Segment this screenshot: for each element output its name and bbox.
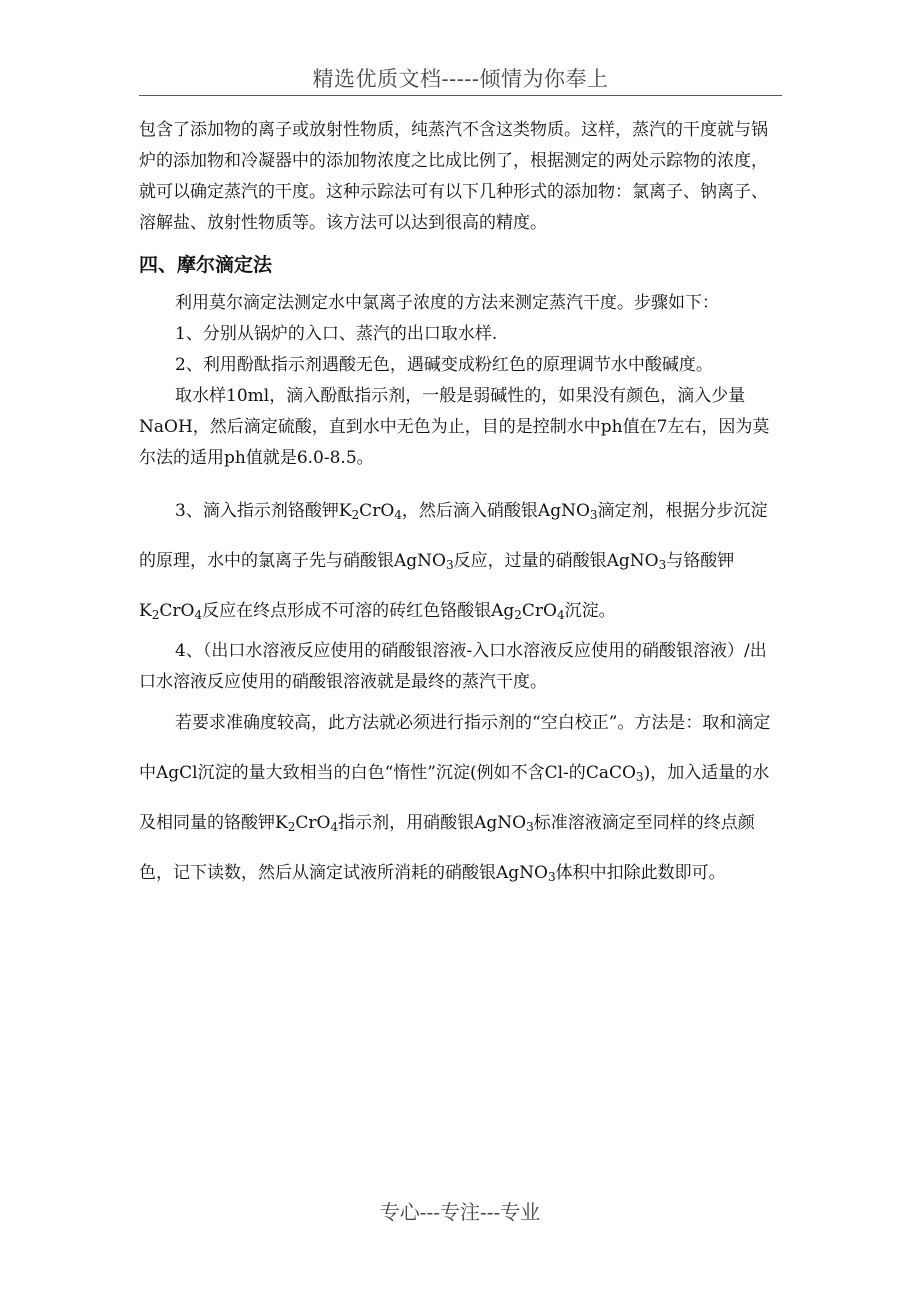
page-header: 精选优质文档-----倾情为你奉上 [312,67,609,91]
method-paragraph: 利用莫尔滴定法测定水中氯离子浓度的方法来测定蒸汽干度。步骤如下： [175,293,719,313]
step-3-text: ，然后滴入硝酸银 [401,501,538,521]
header-divider [139,95,782,96]
chemical-formula: $Ag_2CrO_4$ [491,601,565,622]
blank-text: 标准溶液滴定至同样的终点颜色，记下读数，然后从滴定试液所消耗的硝酸银 [139,813,755,883]
document-body [139,115,782,898]
step-3-text: 沉淀。 [564,601,616,621]
blank-text: 指示剂，用硝酸银 [338,813,475,833]
chemical-formula: CaCO$_3$ [585,763,644,784]
step-2: 2、利用酚酞指示剂遇酸无色，遇碱变成粉红色的原理调节水中酸碱度。 [175,355,713,375]
page-footer: 专心---专注---专业 [379,1200,541,1224]
step-3 [139,486,782,636]
chemical-formula: AgNO$_3$ [496,863,556,884]
chemical-formula: AgNO$_3$ [474,813,534,834]
step-4: 4、（出口水溶液反应使用的硝酸银溶液-入口水溶液反应使用的硝酸银溶液）/出口水溶液反应使用的硝酸银溶液就是最终的蒸汽干度。 [139,641,767,692]
intro-paragraph: 包含了添加物的离子或放射性物质，纯蒸汽不含这类物质。这样，蒸汽的干度就与锅炉的添加物和冷凝器中的添加物浓度之比成比例了，根据测定的两处示踪物的浓度，就可以确定蒸汽的干度。这种示踪法可有以下几种形式的添加物：氯离子、钠离子、溶解盐、放射性物质等。该方法可以达到很高的精度。 [139,120,768,233]
step-3-text: 反应，过量的硝酸银 [453,551,607,571]
step-3-text: 滴定剂，根据分步沉淀的原理，水中的氯离子先与硝酸银 [139,501,768,571]
blank-text: 体积中扣除此数即可。 [555,863,726,883]
chemical-formula: $K_2CrO_4$ [338,501,402,522]
chemical-formula: AgNO$_3$ [606,551,667,572]
blank-text: 若要求准确度较高，此方法就必须进行指示剂的“空白校正”。方法是：取和滴定中AgCl沉淀的量大致相当的白色“惰性”沉淀(例如不含Cl-的 [139,713,771,783]
section-heading: 四、摩尔滴定法 [139,254,273,276]
step-1: 1、分别从锅炉的入口、蒸汽的出口取水样. [175,324,498,344]
sample-paragraph: 取水样10ml，滴入酚酞指示剂，一般是弱碱性的，如果没有颜色，滴入少量NaOH，然后滴定硫酸，直到水中无色为止，目的是控制水中ph值在7左右，因为莫尔法的适用ph值就是6.0-8.5。 [139,386,770,468]
chemical-formula: $K_2CrO_4$ [139,601,203,622]
step-3-text: 反应在终点形成不可溶的砖红色铬酸银 [202,601,492,621]
chemical-formula: AgNO$_3$ [394,551,454,572]
step-3-text: 3、滴入指示剂铬酸钾 [175,501,339,521]
blank-correction-paragraph [139,698,782,898]
step-3-text: 与铬酸钾 [666,551,735,571]
chemical-formula: $K_2CrO_4$ [275,813,339,834]
chemical-formula: AgNO$_3$ [537,501,598,522]
blank-text: )，加入适量的水及相同量的铬酸钾 [139,763,770,833]
